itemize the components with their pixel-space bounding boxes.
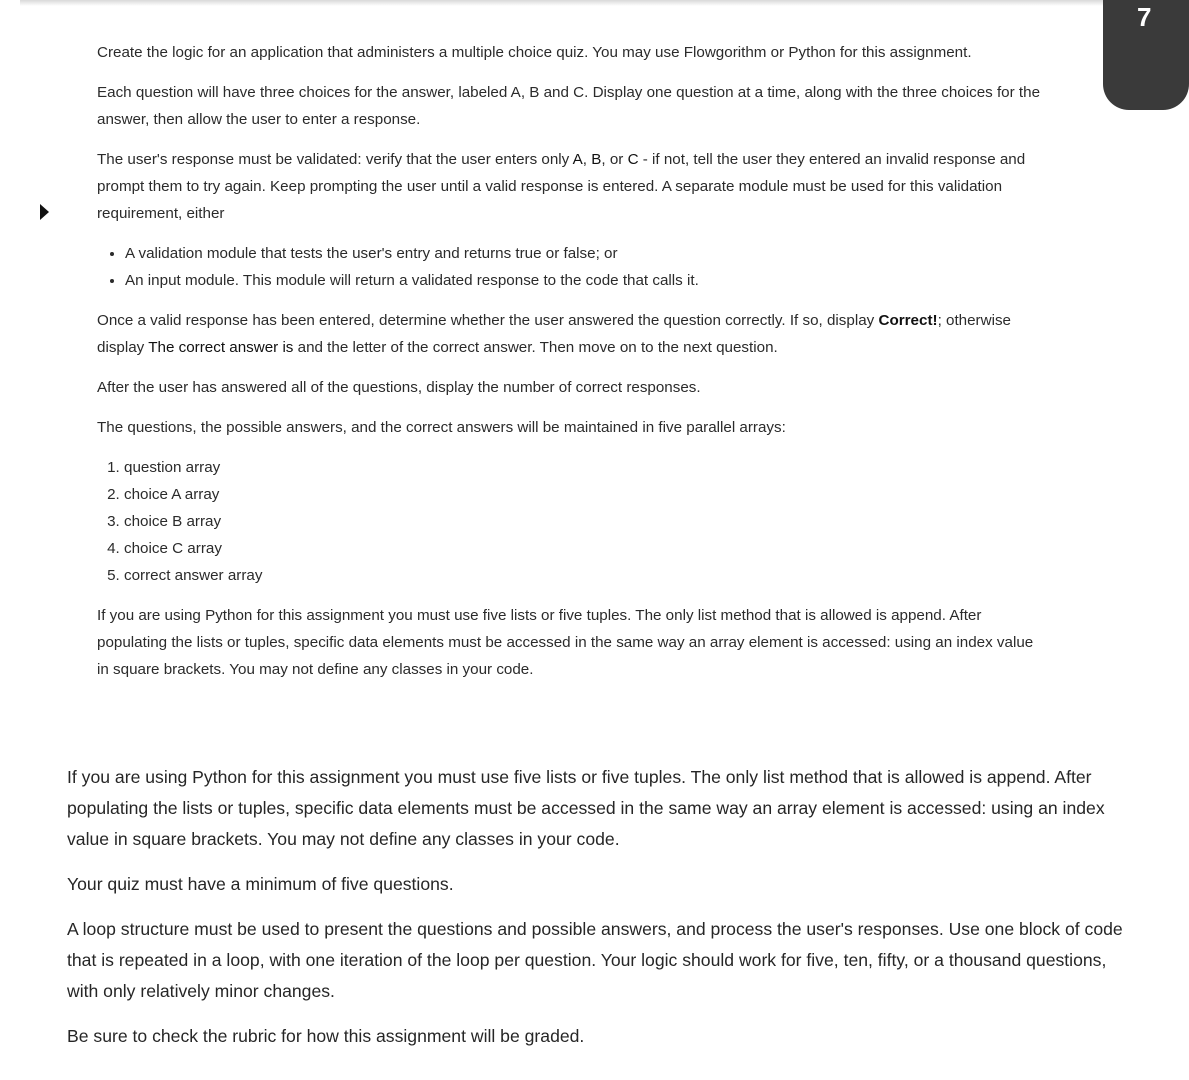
response-text-end: and the letter of the correct answer. Then move on to the next question.	[293, 339, 778, 356]
response-text-mid: ; otherwise display	[97, 312, 1012, 356]
python-rules-paragraph: If you are using Python for this assignment you must use five lists or five tuples. The only list method that is allowed is append. After populating the lists or tuples, specific data elements must be accessed in the same way an array element is accessed: using an index value in square brackets. You may not define any classes in your code.	[97, 607, 1034, 678]
sep-1: ,	[582, 151, 592, 168]
validation-text-end: - if not, tell the user they entered an invalid response and prompt them to try again. Keep prompting the user until a valid response is entered. A separate module must be used for this validation requirement, either	[97, 151, 1026, 222]
list-item: 5. correct answer array	[124, 562, 1042, 589]
intro-paragraph: Create the logic for an application that administers a multiple choice quiz. You may use Flowgorithm or Python for this assignment.	[97, 44, 972, 61]
list-item: 2. choice A array	[124, 481, 1042, 508]
corner-tab-label: 7	[1137, 2, 1152, 32]
parallel-arrays-list	[97, 454, 1042, 589]
loop-structure-paragraph: A loop structure must be used to present the questions and possible answers, and process the user's responses. Use one block of code that is repeated in a loop, with one iteration of the loop per question. Your logic should work for five, ten, fifty, or a thousand questions, with only relatively minor changes.	[67, 919, 1123, 1001]
assignment-instructions-small	[97, 39, 1042, 696]
choice-b-keyword: B	[591, 151, 602, 168]
choices-paragraph: Each question will have three choices for the answer, labeled A, B and C. Display one question at a time, along with the three choices for the answer, then allow the user to enter a response.	[97, 84, 1041, 128]
minimum-questions-paragraph: Your quiz must have a minimum of five questions.	[67, 874, 454, 894]
sep-2: , or	[601, 151, 628, 168]
list-item: • An input module. This module will return a validated response to the code that calls it.	[125, 267, 1042, 294]
response-check-paragraph	[97, 307, 1042, 361]
correct-answer-keyword: The correct answer is	[148, 339, 294, 356]
list-item: • A validation module that tests the user's entry and returns true or false; or	[125, 240, 1042, 267]
validation-text-start: The user's response must be validated: verify that the user enters only	[97, 151, 573, 168]
arrays-intro-paragraph: The questions, the possible answers, and the correct answers will be maintained in five parallel arrays:	[97, 419, 786, 436]
python-rules-paragraph-large: If you are using Python for this assignment you must use five lists or five tuples. The only list method that is allowed is append. After populating the lists or tuples, specific data elements must be accessed in the same way an array element is accessed: using an index value in square brackets. You may not define any classes in your code.	[67, 767, 1105, 849]
list-item: 1. question array	[124, 454, 1042, 481]
validation-paragraph	[97, 146, 1042, 227]
response-text-start: Once a valid response has been entered, determine whether the user answered the question correctly. If so, display	[97, 312, 879, 329]
assignment-instructions-large	[67, 762, 1127, 1066]
top-shadow	[20, 0, 1109, 6]
correct-keyword: Correct!	[878, 312, 938, 329]
list-item: 4. choice C array	[124, 535, 1042, 562]
play-arrow-icon[interactable]	[40, 204, 49, 220]
list-item: 3. choice B array	[124, 508, 1042, 535]
summary-paragraph: After the user has answered all of the questions, display the number of correct responses.	[97, 379, 701, 396]
rubric-paragraph: Be sure to check the rubric for how this assignment will be graded.	[67, 1026, 585, 1046]
module-options-list	[97, 240, 1042, 294]
choice-a-keyword: A	[572, 151, 583, 168]
choice-c-keyword: C	[627, 151, 639, 168]
